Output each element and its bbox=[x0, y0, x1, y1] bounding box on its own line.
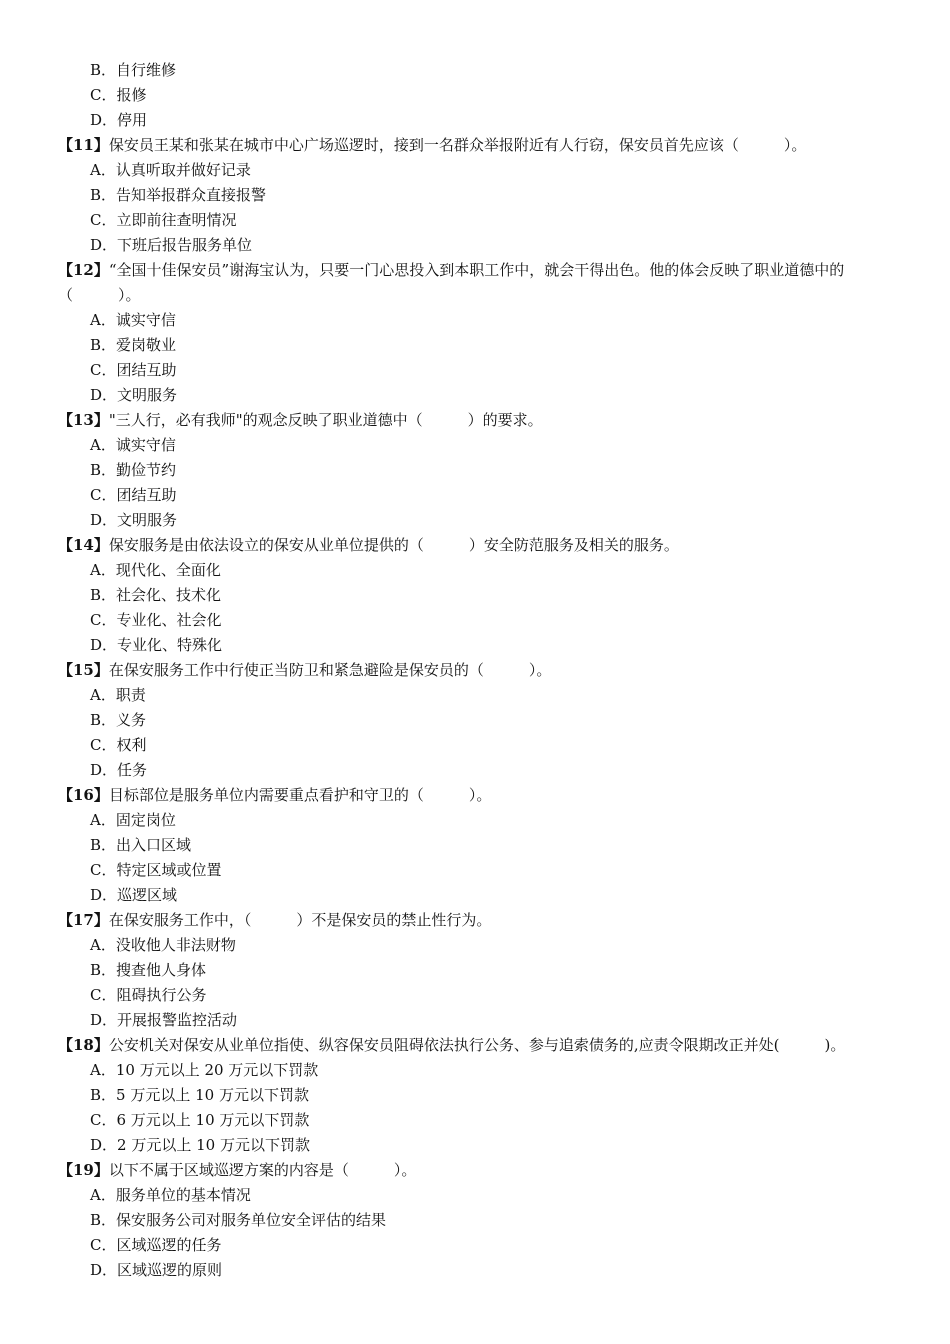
answer-option: B．爱岗敬业 bbox=[90, 336, 177, 354]
answer-option: B．5 万元以上 10 万元以下罚款 bbox=[90, 1086, 309, 1104]
answer-option: C．团结互助 bbox=[90, 486, 177, 504]
question-number: 【12】 bbox=[58, 261, 109, 279]
question-stem bbox=[58, 908, 918, 933]
answer-option: D．开展报警监控活动 bbox=[90, 1011, 238, 1029]
answer-option: C．特定区域或位置 bbox=[90, 861, 222, 879]
question-text: 目标部位是服务单位内需要重点看护和守卫的（ ）。 bbox=[108, 786, 492, 804]
question-text: 在保安服务工作中，（ ）不是保安员的禁止性行为。 bbox=[108, 911, 492, 929]
answer-option: A．现代化、全面化 bbox=[90, 561, 221, 579]
question-text: “全国十佳保安员”谢海宝认为，只要一门心思投入到本职工作中，就会干得出色。他的体会反映了职业道德中的（ ）。 bbox=[58, 261, 845, 304]
option-d: D．停用 bbox=[90, 111, 148, 129]
option-c: C．报修 bbox=[90, 86, 147, 104]
question-stem bbox=[58, 1033, 918, 1058]
answer-option: B．搜查他人身体 bbox=[90, 961, 207, 979]
question-item bbox=[58, 133, 918, 258]
question-number: 【18】 bbox=[58, 1036, 109, 1054]
question-text: "三人行，必有我师"的观念反映了职业道德中（ ）的要求。 bbox=[108, 411, 543, 429]
question-stem bbox=[58, 658, 918, 683]
answer-option: B．告知举报群众直接报警 bbox=[90, 186, 267, 204]
answer-option: D．巡逻区域 bbox=[90, 886, 178, 904]
document-page bbox=[58, 58, 918, 1283]
previous-question-options bbox=[58, 58, 918, 133]
answer-option: B．社会化、技术化 bbox=[90, 586, 222, 604]
question-text: 以下不属于区域巡逻方案的内容是（ ）。 bbox=[108, 1161, 417, 1179]
answer-option: B．勤俭节约 bbox=[90, 461, 177, 479]
question-list bbox=[58, 133, 918, 1283]
answer-option: C．专业化、社会化 bbox=[90, 611, 222, 629]
question-stem bbox=[58, 133, 918, 158]
question-text: 公安机关对保安从业单位指使、纵容保安员阻碍依法执行公务、参与追索债务的,应责令限期改正并处( )。 bbox=[108, 1036, 846, 1054]
answer-option: A．固定岗位 bbox=[90, 811, 176, 829]
question-number: 【19】 bbox=[58, 1161, 109, 1179]
question-stem bbox=[58, 1158, 918, 1183]
question-stem bbox=[58, 783, 918, 808]
question-item bbox=[58, 533, 918, 658]
question-item bbox=[58, 1158, 918, 1283]
answer-option: C．区域巡逻的任务 bbox=[90, 1236, 222, 1254]
answer-option: D．文明服务 bbox=[90, 386, 178, 404]
question-item bbox=[58, 408, 918, 533]
question-item bbox=[58, 258, 918, 408]
answer-option: A．职责 bbox=[90, 686, 146, 704]
question-text: 保安服务是由依法设立的保安从业单位提供的（ ）安全防范服务及相关的服务。 bbox=[108, 536, 679, 554]
answer-option: A．10 万元以上 20 万元以下罚款 bbox=[90, 1061, 319, 1079]
answer-option: D．区域巡逻的原则 bbox=[90, 1261, 223, 1279]
answer-option: C．团结互助 bbox=[90, 361, 177, 379]
question-number: 【11】 bbox=[58, 136, 109, 154]
question-text: 保安员王某和张某在城市中心广场巡逻时，接到一名群众举报附近有人行窃，保安员首先应该（ ）。 bbox=[108, 136, 807, 154]
question-item bbox=[58, 783, 918, 908]
question-item bbox=[58, 658, 918, 783]
question-text: 在保安服务工作中行使正当防卫和紧急避险是保安员的（ ）。 bbox=[108, 661, 552, 679]
option-b: B．自行维修 bbox=[90, 61, 177, 79]
answer-option: D．任务 bbox=[90, 761, 148, 779]
answer-option: D．2 万元以上 10 万元以下罚款 bbox=[90, 1136, 310, 1154]
question-number: 【17】 bbox=[58, 911, 109, 929]
answer-option: C．6 万元以上 10 万元以下罚款 bbox=[90, 1111, 310, 1129]
question-number: 【15】 bbox=[58, 661, 109, 679]
answer-option: A．服务单位的基本情况 bbox=[90, 1186, 251, 1204]
answer-option: D．下班后报告服务单位 bbox=[90, 236, 253, 254]
answer-option: D．文明服务 bbox=[90, 511, 178, 529]
question-number: 【14】 bbox=[58, 536, 109, 554]
answer-option: B．义务 bbox=[90, 711, 147, 729]
answer-option: B．保安服务公司对服务单位安全评估的结果 bbox=[90, 1211, 387, 1229]
question-item bbox=[58, 908, 918, 1033]
question-number: 【13】 bbox=[58, 411, 109, 429]
answer-option: C．阻碍执行公务 bbox=[90, 986, 207, 1004]
answer-option: A．诚实守信 bbox=[90, 311, 176, 329]
answer-option: B．出入口区域 bbox=[90, 836, 192, 854]
answer-option: C．权利 bbox=[90, 736, 147, 754]
answer-option: A．诚实守信 bbox=[90, 436, 176, 454]
answer-option: A．认真听取并做好记录 bbox=[90, 161, 251, 179]
answer-option: C．立即前往查明情况 bbox=[90, 211, 237, 229]
question-stem bbox=[58, 408, 918, 433]
answer-option: A．没收他人非法财物 bbox=[90, 936, 236, 954]
question-stem bbox=[58, 533, 918, 558]
question-stem bbox=[58, 258, 918, 308]
question-item bbox=[58, 1033, 918, 1158]
question-number: 【16】 bbox=[58, 786, 109, 804]
answer-option: D．专业化、特殊化 bbox=[90, 636, 223, 654]
